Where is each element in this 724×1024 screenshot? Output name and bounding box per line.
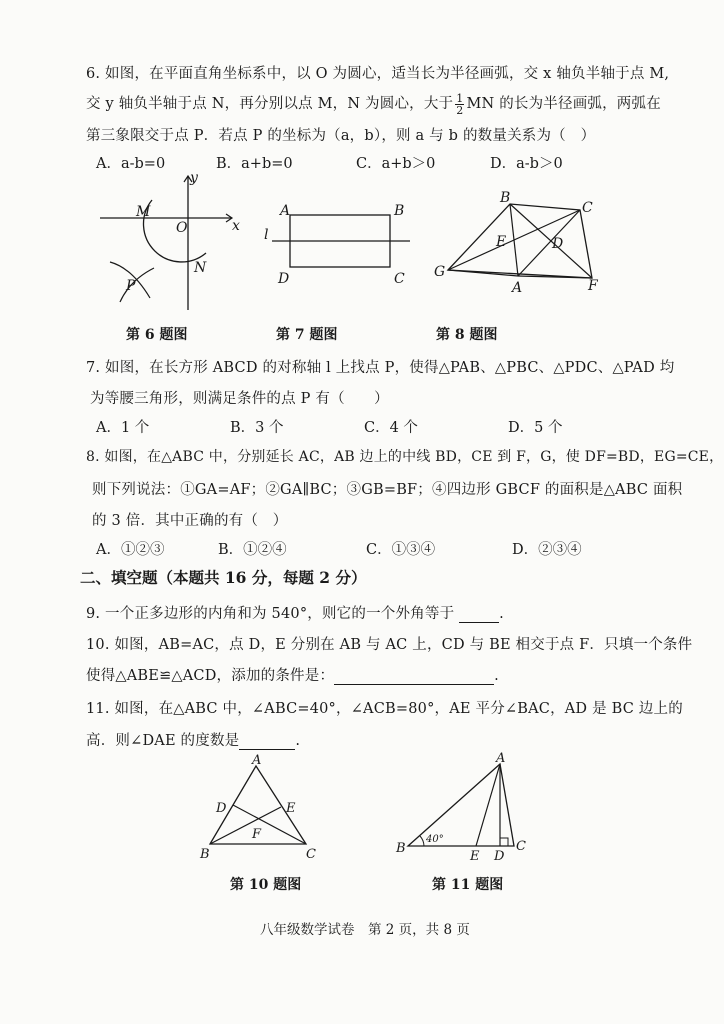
q6-line-1: 6. 如图，在平面直角坐标系中，以 O 为圆心，适当长为半径画弧，交 x 轴负半轴于点 M,: [86, 66, 670, 82]
fig11-bisector-ae: [476, 764, 500, 846]
fig11-label-a: A: [496, 751, 506, 766]
section-2-title: 二、填空题（本题共 16 分，每题 2 分）: [80, 568, 367, 587]
q7-option-b: B．3 个: [230, 420, 284, 436]
fig7-label-b: B: [394, 203, 405, 219]
q8-option-a: A．①②③: [96, 542, 165, 558]
q6-option-d: D．a-b＞0: [490, 156, 563, 172]
q10-line-1: 10. 如图，AB=AC，点 D，E 分别在 AB 与 AC 上，CD 与 BE 相交于点 F．只填一个条件: [86, 637, 693, 653]
q7-option-a: A．1 个: [96, 420, 150, 436]
q9-text: 9. 一个正多边形的内角和为 540°，则它的一个外角等于: [86, 606, 455, 622]
fig6-label-x: x: [232, 218, 240, 234]
figure-11: [390, 750, 540, 865]
figure-6: [90, 168, 250, 318]
fig11-label-b: B: [396, 841, 406, 856]
q8-option-d: D．②③④: [512, 542, 582, 558]
fig10-label-f: F: [252, 827, 262, 842]
fig11-right-angle-mark: [500, 838, 508, 846]
fig6-label-n: N: [194, 260, 207, 276]
q9-answer-blank[interactable]: [459, 608, 499, 623]
fig11-label-d: D: [494, 849, 505, 864]
caption-figure-7: 第 7 题图: [276, 327, 338, 343]
q6-option-a: A．a-b=0: [96, 156, 166, 172]
fig10-label-b: B: [200, 847, 210, 862]
q7-line-1: 7. 如图，在长方形 ABCD 的对称轴 l 上找点 P，使得△PAB、△PBC、△PDC、△PAD 均: [86, 360, 675, 376]
fig10-label-d: D: [216, 801, 227, 816]
fig10-label-c: C: [306, 847, 316, 862]
q8-option-c: C．①③④: [366, 542, 436, 558]
q10-line-2-text: 使得△ABE≌△ACD，添加的条件是：: [86, 668, 335, 684]
fig11-label-c: C: [516, 839, 526, 854]
q9-end: .: [499, 606, 504, 622]
fig8-label-e: E: [496, 234, 507, 250]
fig8-quad-gbcf: [448, 204, 592, 278]
q7-option-c: C．4 个: [364, 420, 418, 436]
q11-answer-blank[interactable]: [239, 735, 295, 750]
fraction-one-half: [455, 93, 464, 116]
q8-line-1: 8. 如图，在△ABC 中，分别延长 AC，AB 边上的中线 BD，CE 到 F，G，使 DF=BD，EG=CE，: [86, 449, 724, 465]
fig11-triangle-abc: [408, 764, 514, 846]
q8-option-b: B．①②④: [218, 542, 287, 558]
q9-line: [86, 602, 504, 623]
fig6-label-o: O: [176, 220, 188, 236]
fig6-arc-center-o: [144, 200, 206, 262]
fig11-label-e: E: [470, 849, 480, 864]
fig10-label-a: A: [252, 753, 262, 768]
caption-figure-10: 第 10 题图: [230, 877, 302, 893]
fig8-label-b: B: [500, 190, 511, 206]
fig8-label-d: D: [552, 236, 564, 252]
q10-answer-blank[interactable]: [334, 670, 494, 685]
fig6-label-y: y: [190, 170, 198, 186]
fraction-numerator: 1: [456, 91, 464, 105]
fig7-label-c: C: [394, 271, 405, 287]
fig8-label-a: A: [512, 280, 523, 296]
q6-option-b: B．a+b=0: [216, 156, 293, 172]
fig8-segment-bf: [510, 204, 592, 278]
fig8-label-c: C: [582, 200, 593, 216]
q6-line-3: 第三象限交于点 P．若点 P 的坐标为（a，b），则 a 与 b 的数量关系为（ ）: [86, 128, 596, 144]
fraction-denominator: 2: [456, 103, 464, 117]
q11-line-2: [86, 729, 300, 750]
fig11-angle-arc: [420, 836, 424, 846]
q11-end: .: [295, 733, 301, 749]
q6-line-2: [86, 92, 661, 116]
fig6-label-p: P: [126, 278, 136, 294]
q10-line-2: [86, 664, 499, 685]
fig7-label-a: A: [280, 203, 291, 219]
q11-line-1: 11. 如图，在△ABC 中，∠ABC=40°，∠ACB=80°，AE 平分∠BAC，AD 是 BC 边上的: [86, 701, 683, 717]
q11-line-2-text: 高．则∠DAE 的度数是: [86, 733, 240, 749]
q7-option-d: D．5 个: [508, 420, 563, 436]
fig7-label-d: D: [278, 271, 290, 287]
q8-line-3: 的 3 倍．其中正确的有（ ）: [92, 513, 288, 529]
fig10-label-e: E: [286, 801, 296, 816]
q6-line-2-post: MN 的长为半径画弧，两弧在: [466, 96, 661, 112]
q6-option-c: C．a+b＞0: [356, 156, 436, 172]
fig8-label-g: G: [434, 264, 446, 280]
q10-end: .: [494, 668, 499, 684]
caption-figure-6: 第 6 题图: [126, 327, 188, 343]
caption-figure-8: 第 8 题图: [436, 327, 498, 343]
q8-line-2: 则下列说法：①GA=AF；②GA∥BC；③GB=BF；④四边形 GBCF 的面积是△ABC 面积: [92, 482, 683, 498]
figure-8: [430, 190, 610, 300]
fig8-label-f: F: [588, 278, 598, 294]
fig7-label-l: l: [264, 227, 269, 243]
caption-figure-11: 第 11 题图: [432, 877, 504, 893]
page-footer: 八年级数学试卷 第 2 页，共 8 页: [260, 922, 470, 938]
figure-10: [190, 752, 330, 867]
figure-7: [260, 195, 420, 295]
q6-line-2-pre: 交 y 轴负半轴于点 N，再分别以点 M，N 为圆心，大于: [86, 96, 454, 112]
q7-line-2: 为等腰三角形，则满足条件的点 P 有（ ）: [90, 391, 389, 407]
fig11-angle-label: 40°: [426, 834, 444, 845]
fig6-label-m: M: [136, 204, 151, 220]
